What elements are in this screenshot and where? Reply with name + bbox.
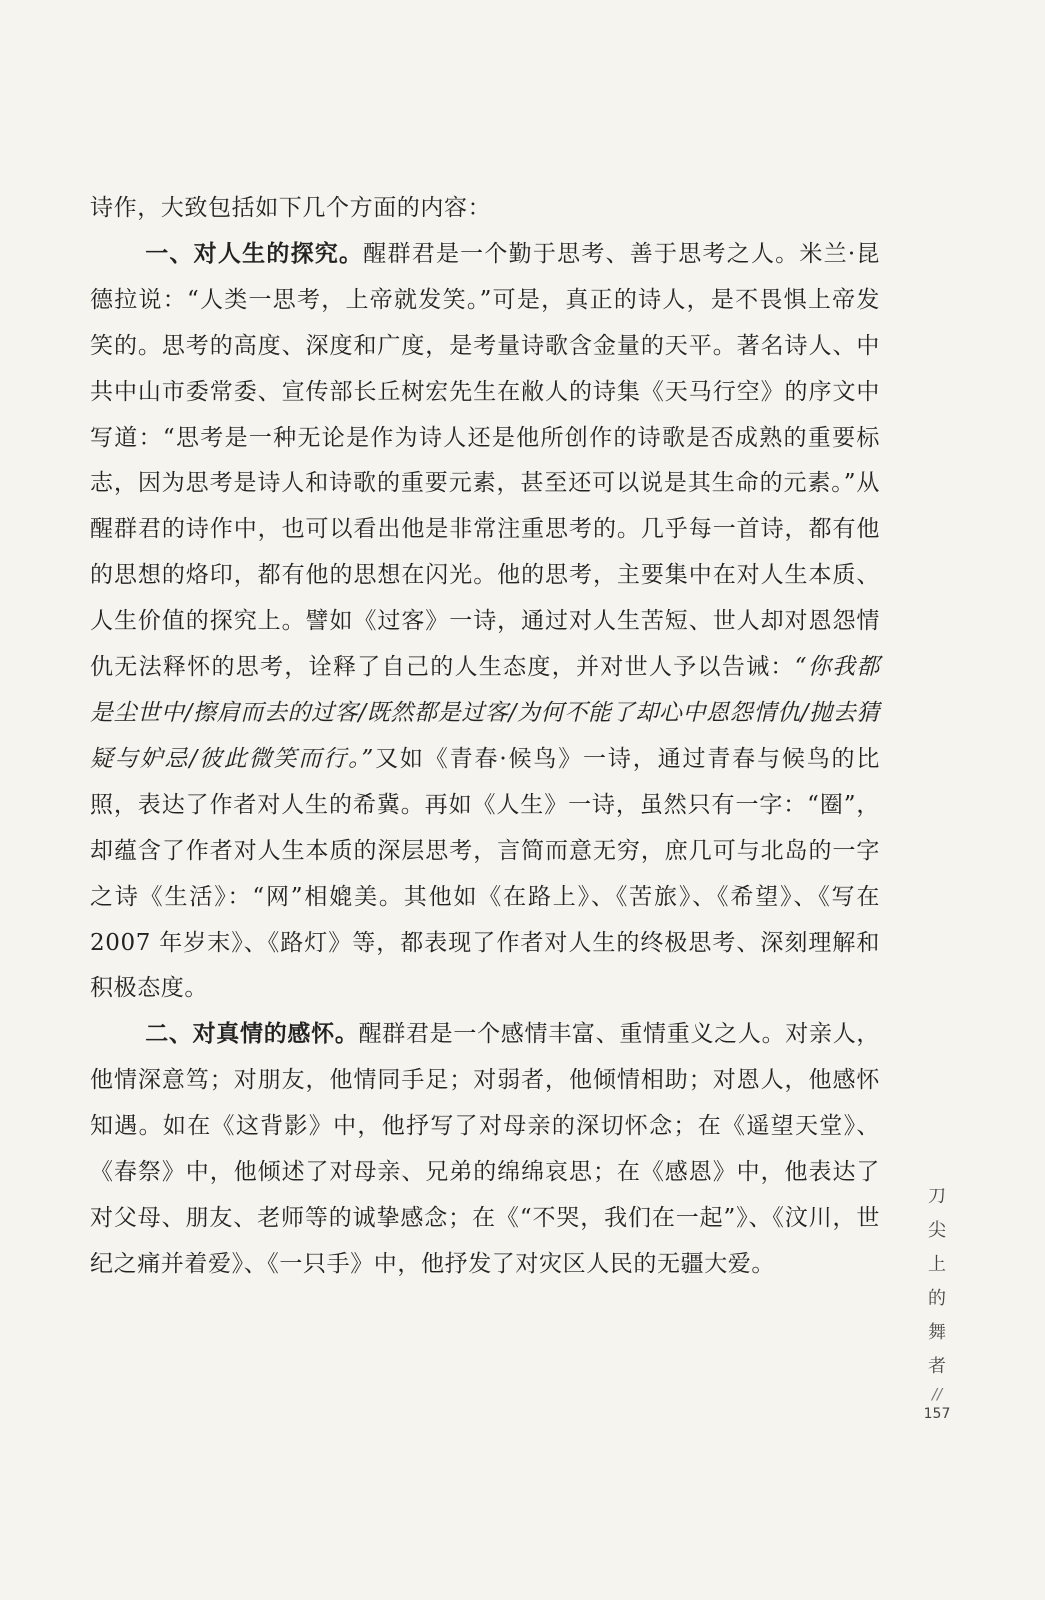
section-1-text-a: 醒群君是一个勤于思考、善于思考之人。米兰·昆德拉说：“人类一思考，上帝就发笑。”可是，真正的诗人，是不畏惧上帝发笑的。思考的高度、深度和广度，是考量诗歌含金量的天平。著名诗人、中共中山市委常委、宣传部长丘树宏先生在敝人的诗集《天马行空》的序文中写道：“思考是一种无论是作为诗人还是他所创作的诗歌是否成熟的重要标志，因为思考是诗人和诗歌的重要元素，甚至还可以说是其生命的元素。”从醒群君的诗作中，也可以看出他是非常注重思考的。几乎每一首诗，都有他的思想的烙印，都有他的思想在闪光。他的思考，主要集中在对人生本质、人生价值的探究上。譬如《过客》一诗，通过对人生苦短、世人却对恩怨情仇无法释怀的思考，诠释了自己的人生态度，并对世人予以告诫： [90,240,880,681]
paragraph-section-1 [90,232,880,1012]
section-1-text-b: 又如《青春·候鸟》一诗，通过青春与候鸟的比照，表达了作者对人生的希冀。再如《人生》一诗，虽然只有一字：“圈”，却蕴含了作者对人生本质的深层思考，言简而意无穷，庶几可与北岛的一字之诗《生活》：“网”相媲美。其他如《在路上》、《苦旅》、《希望》、《写在 2007 年岁末》、《路灯》等，都表现了作者对人生的终极思考、深刻理解和积极态度。 [90,745,880,1002]
running-title-char: 舞 [928,1322,946,1343]
paragraph-section-2 [90,1012,880,1287]
body-text [90,186,880,1288]
running-title [925,1180,949,1424]
paragraph-intro [90,186,880,232]
separator-mark: // [931,1385,943,1403]
section-2-heading: 二、对真情的感怀。 [145,1021,359,1048]
running-title-char: 上 [928,1254,946,1275]
running-title-char: 者 [928,1356,946,1377]
running-title-char: 刀 [928,1186,946,1207]
running-title-char: 尖 [928,1220,946,1241]
section-2-text: 醒群君是一个感情丰富、重情重义之人。对亲人，他情深意笃；对朋友，他情同手足；对弱者，他倾情相助；对恩人，他感怀知遇。如在《这背影》中，他抒写了对母亲的深切怀念；在《遥望天堂》、《春祭》中，他倾述了对母亲、兄弟的绵绵哀思；在《感恩》中，他表达了对父母、朋友、老师等的诚挚感念；在《“不哭，我们在一起”》、《汶川，世纪之痛并着爱》、《一只手》中，他抒发了对灾区人民的无疆大爱。 [90,1021,881,1277]
intro-text: 诗作，大致包括如下几个方面的内容： [90,195,492,221]
page-number: 157 [923,1406,951,1422]
section-1-heading: 一、对人生的探究。 [145,240,364,267]
running-title-char: 的 [928,1288,946,1309]
poem-quote: “你我都是尘世中/擦肩而去的过客/既然都是过客/为何不能了却心中恩怨情仇/抛去猜疑与妒忌/彼此微笑而行。” [90,654,880,772]
